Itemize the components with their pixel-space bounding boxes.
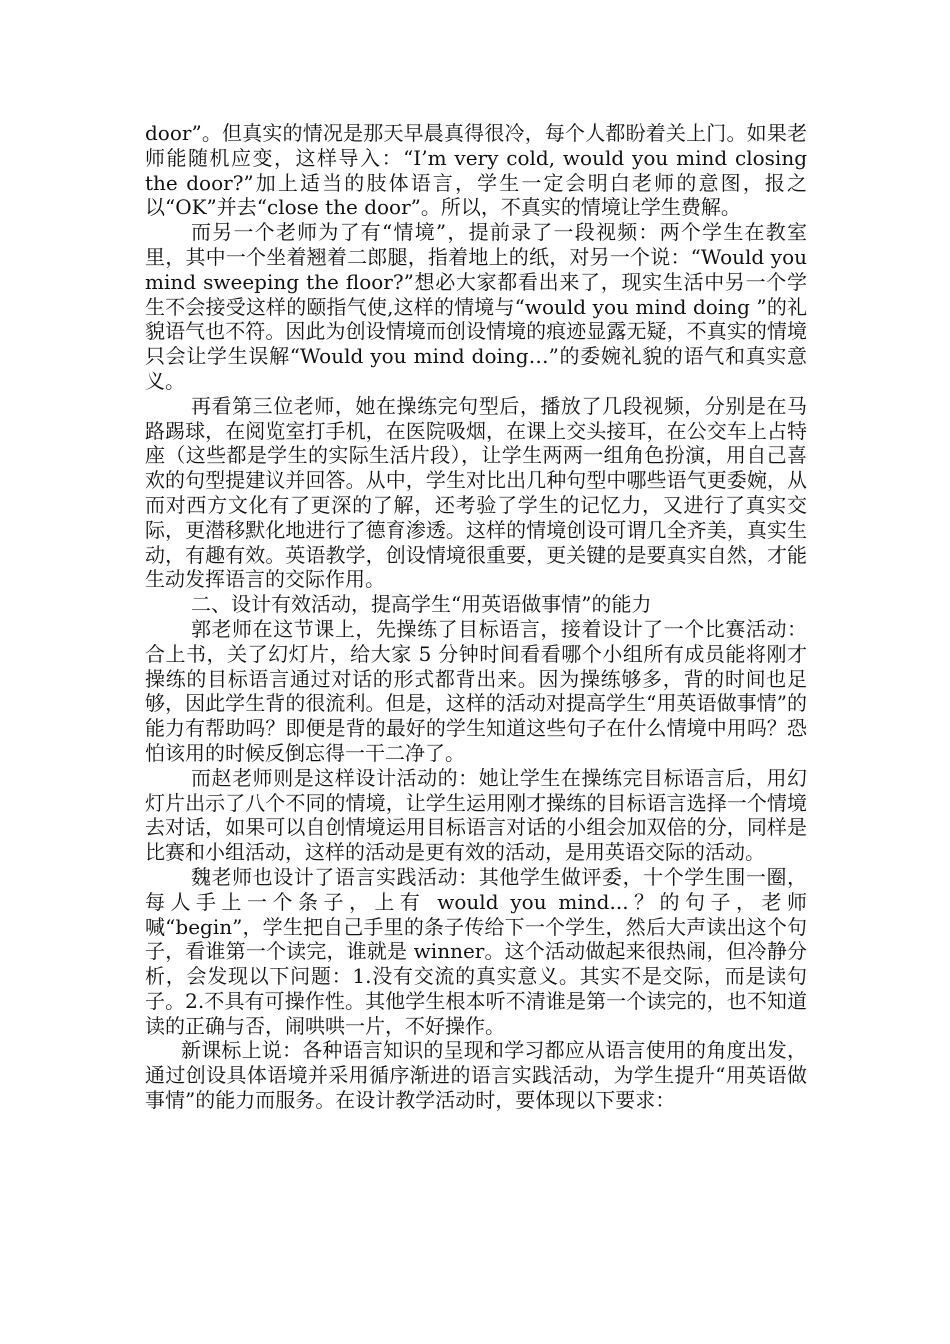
paragraph-intro-continuation: door”。但真实的情况是那天早晨真得很冷，每个人都盼着关上门。如果老师能随机应变，这样导入：“I’m very cold, would you mind closing the door?”加上适当的肢体语言，学生一定会明白老师的意图，报之以“OK”并去“close the door”。所以，不真实的情境让学生费解。 [145,121,807,220]
section-heading-effective-activities: 二、设计有效活动，提高学生“用英语做事情”的能力 [191,592,652,617]
paragraph-new-curriculum: 新课标上说：各种语言知识的呈现和学习都应从语言使用的角度出发，通过创设具体语境并采用循序渐进的语言实践活动，为学生提升“用英语做事情”的能力而服务。在设计教学活动时，要体现以下要求： [145,1038,807,1113]
paragraph-third-teacher: 再看第三位老师，她在操练完句型后，播放了几段视频，分别是在马路踢球，在阅览室打手机，在医院吸烟，在课上交头接耳，在公交车上占特座（这些都是学生的实际生活片段），让学生两两一组角色扮演，用自己喜欢的句型提建议并回答。从中，学生对比出几种句型中哪些语气更委婉，从而对西方文化有了更深的了解，还考验了学生的记忆力，又进行了真实交际，更潜移默化地进行了德育渗透。这样的情境创设可谓几全齐美，真实生动，有趣有效。英语教学，创设情境很重要，更关键的是要真实自然，才能生动发挥语言的交际作用。 [145,393,807,592]
paragraph-teacher-wei: 魏老师也设计了语言实践活动：其他学生做评委，十个学生围一圈，每人手上一个条子，上有 would you mind...？的句子，老师喊“begin”，学生把自己手里的条子传给下一个学生，然后大声读出这个句子，看谁第一个读完，谁就是 winner。这个活动做起来很热闹，但冷静分析，会发现以下问题：1.没有交流的真实意义。其实不是交际，而是读句子。2.不具有可操作性。其他学生根本听不清谁是第一个读完的，也不知道读的正确与否，闹哄哄一片，不好操作。 [145,864,807,1038]
paragraph-second-teacher: 而另一个老师为了有“情境”，提前录了一段视频：两个学生在教室里，其中一个坐着翘着二郎腿，指着地上的纸，对另一个说：“Would you mind sweeping the floor?”想必大家都看出来了，现实生活中另一个学生不会接受这样的颐指气使,这样的情境与“would you mind doing ”的礼貌语气也不符。因此为创设情境而创设情境的痕迹显露无疑，不真实的情境只会让学生误解“Would you mind doing…”的委婉礼貌的语气和真实意义。 [145,220,807,393]
paragraph-teacher-guo: 郭老师在这节课上，先操练了目标语言，接着设计了一个比赛活动：合上书，关了幻灯片，给大家 5 分钟时间看看哪个小组所有成员能将刚才操练的目标语言通过对话的形式都背出来。因为操练够多，背的时间也足够，因此学生背的很流利。但是，这样的活动对提高学生“用英语做事情”的能力有帮助吗？即便是背的最好的学生知道这些句子在什么情境中用吗？恐怕该用的时候反倒忘得一干二净了。 [145,616,807,765]
document-body [145,121,807,1113]
paragraph-teacher-zhao: 而赵老师则是这样设计活动的：她让学生在操练完目标语言后，用幻灯片出示了八个不同的情境，让学生运用刚才操练的目标语言选择一个情境去对话，如果可以自创情境运用目标语言对话的小组会加双倍的分，同样是比赛和小组活动，这样的活动是更有效的活动，是用英语交际的活动。 [145,765,807,865]
